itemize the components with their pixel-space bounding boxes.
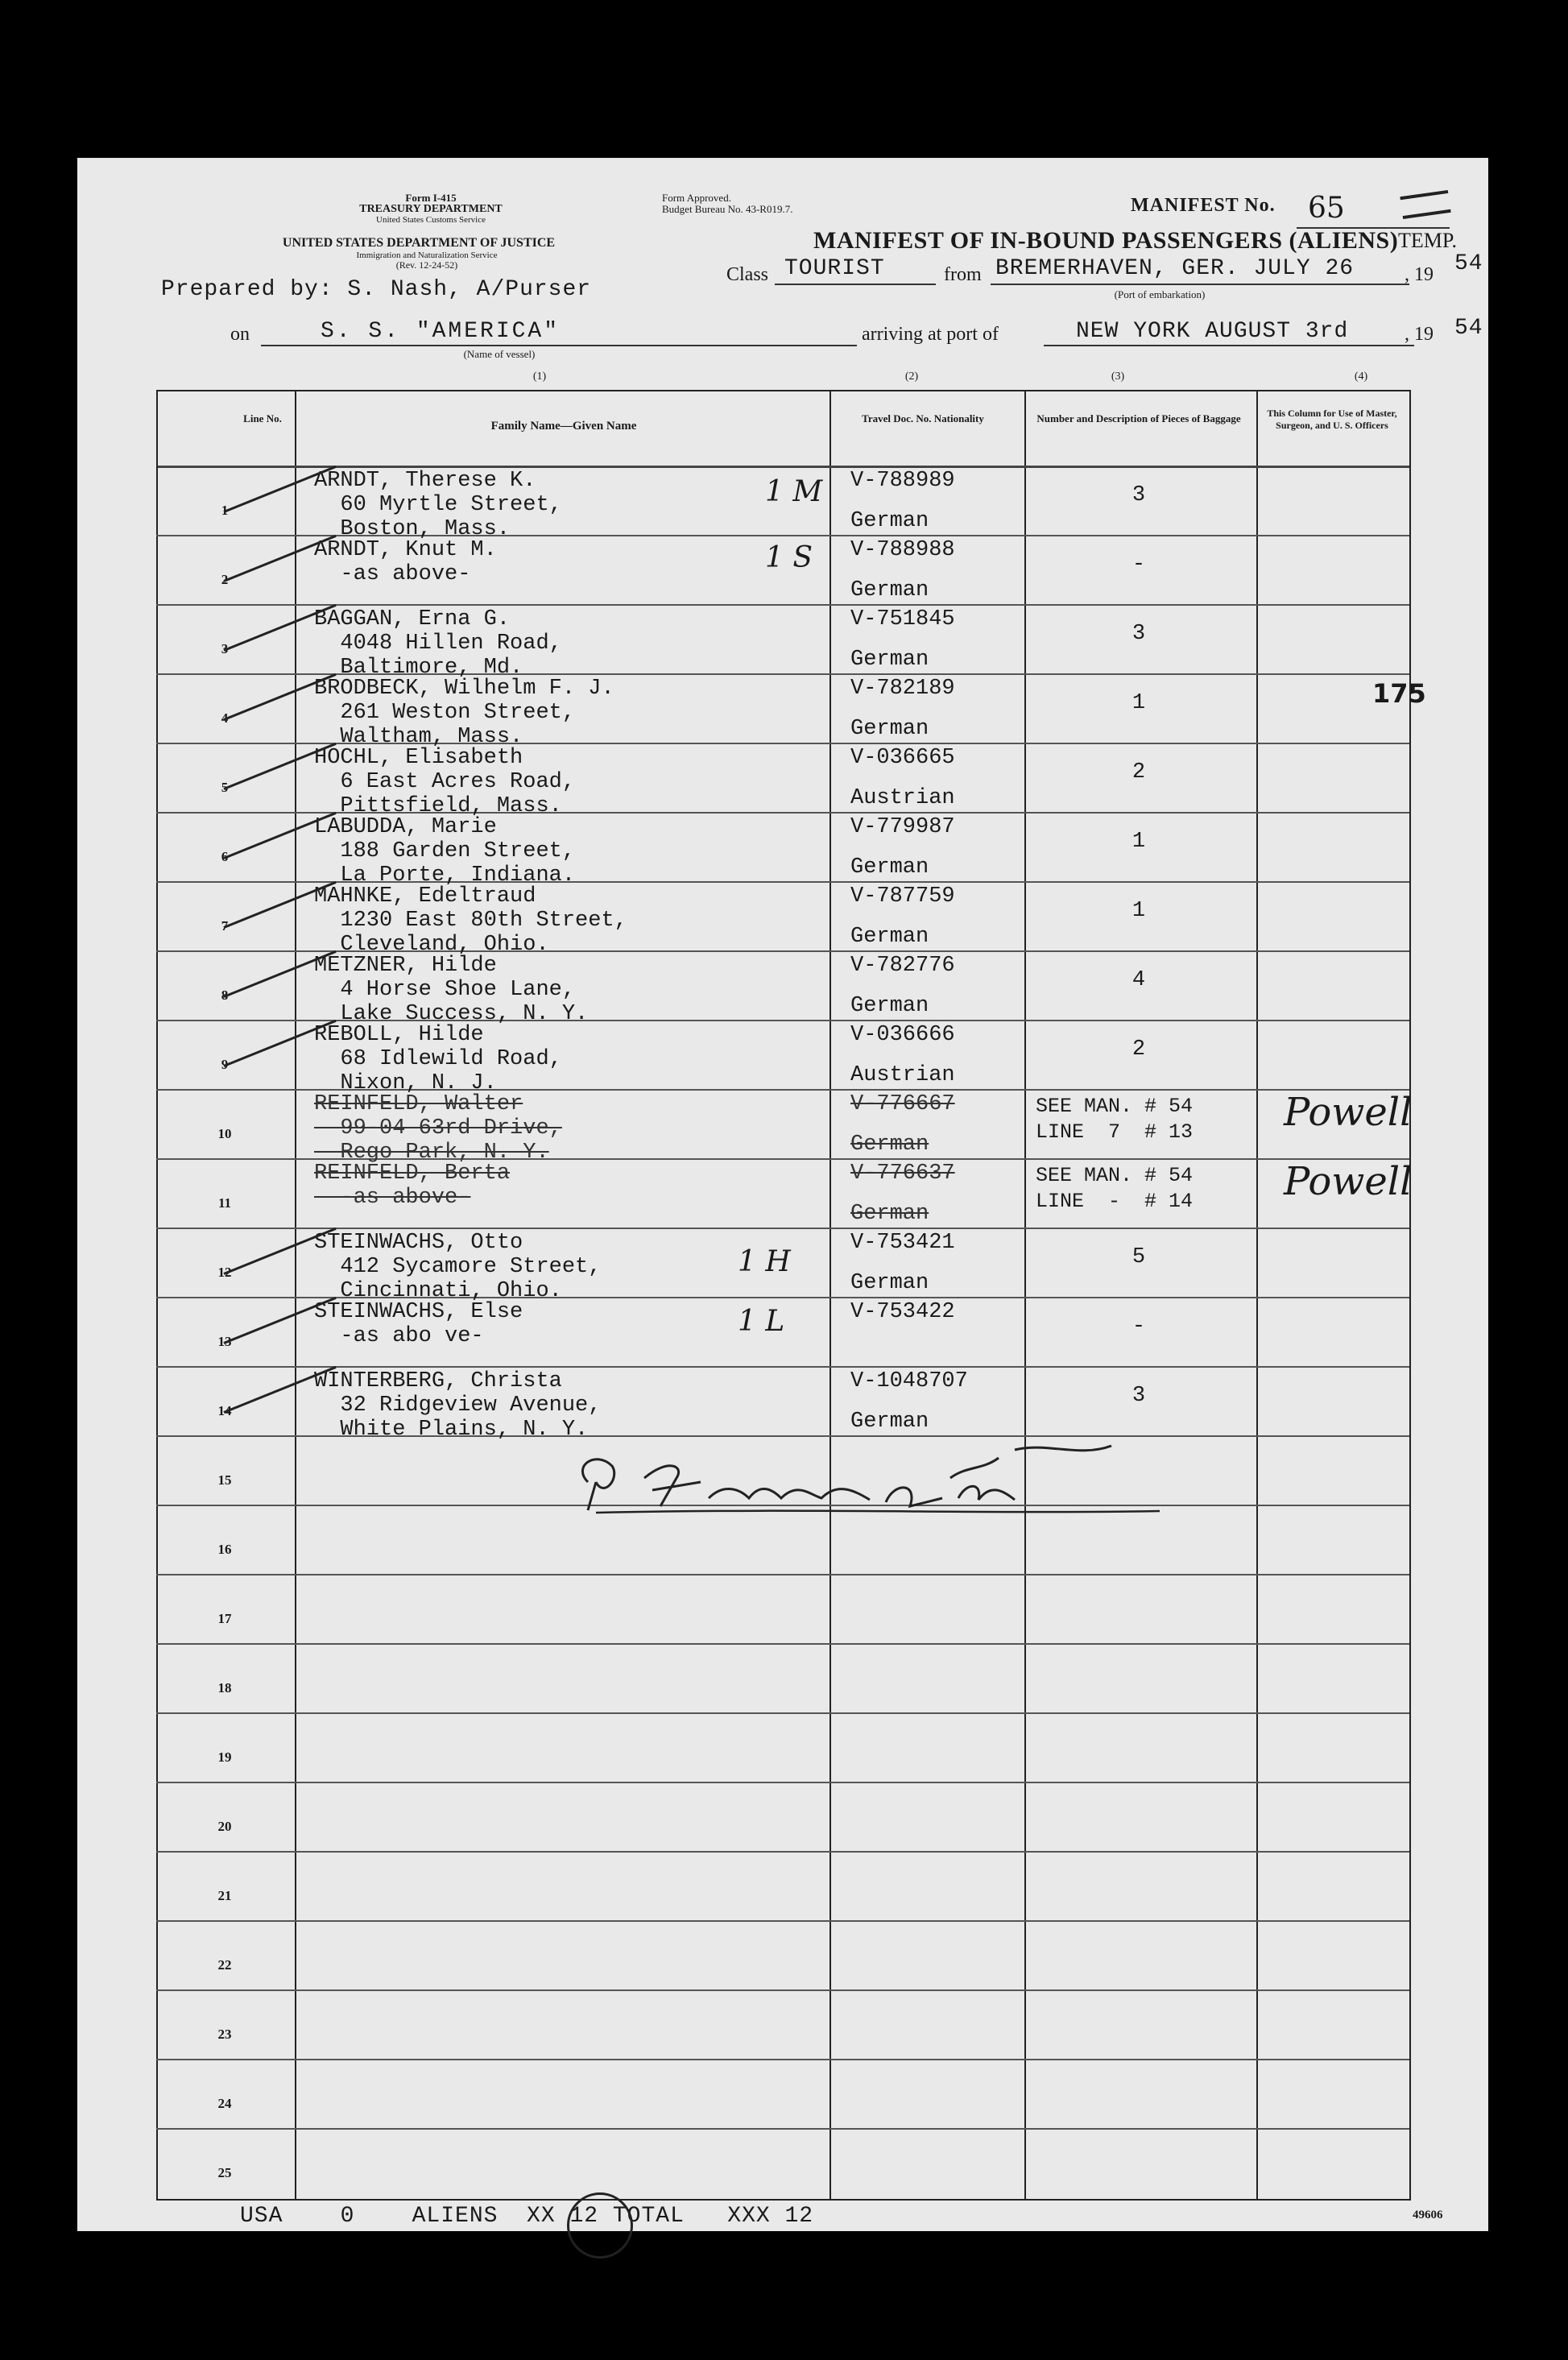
- customs-label: United States Customs Service: [376, 215, 486, 225]
- officer-note: Powell: [1284, 1159, 1413, 1204]
- row-divider: [156, 1643, 1409, 1645]
- justice-label: UNITED STATES DEPARTMENT OF JUSTICE: [282, 236, 556, 250]
- nationality: German: [850, 648, 929, 672]
- header-travel-doc: Travel Doc. No. Nationality: [862, 412, 984, 424]
- line-number: 25: [217, 2165, 232, 2180]
- row-divider: [156, 1228, 1409, 1229]
- on-label: on: [230, 324, 250, 345]
- header-divider: [158, 466, 1409, 468]
- line-number: 8: [221, 987, 229, 1003]
- line-number: 22: [217, 1957, 232, 1973]
- budget-bureau: Budget Bureau No. 43-R019.7.: [662, 203, 793, 215]
- line-number: 3: [221, 641, 229, 656]
- year-prefix-1: , 19: [1405, 264, 1434, 285]
- baggage-count: 3: [1132, 1384, 1146, 1408]
- travel-doc-number: V-788989: [850, 469, 955, 493]
- baggage-count: 1: [1132, 691, 1146, 715]
- row-divider: [156, 2128, 1409, 2130]
- officer-note: Powell: [1284, 1090, 1413, 1135]
- baggage-count: 1: [1132, 899, 1146, 923]
- nationality: German: [850, 1271, 929, 1295]
- travel-doc-number: V-776637: [850, 1161, 955, 1186]
- line-number: 19: [217, 1749, 232, 1765]
- line-number: 6: [221, 849, 229, 864]
- prepared-by: Prepared by: S. Nash, A/Purser: [161, 277, 592, 302]
- nationality: German: [850, 1132, 929, 1157]
- header-baggage: Number and Description of Pieces of Baggage: [1036, 412, 1241, 424]
- line-number: 24: [217, 2096, 232, 2111]
- line-number: 17: [217, 1611, 232, 1626]
- travel-doc-number: V-1048707: [850, 1369, 968, 1393]
- passenger-name: REBOLL, Hilde 68 Idlewild Road, Nixon, N. J.: [314, 1023, 562, 1095]
- nationality: German: [850, 509, 929, 533]
- manifest-no-label: MANIFEST No.: [1131, 195, 1276, 216]
- from-rule: [991, 284, 1409, 285]
- handwritten-mark-1l: 1 L: [738, 1305, 785, 1338]
- passenger-name: ARNDT, Therese K. 60 Myrtle Street, Boston, Mass.: [314, 469, 562, 541]
- passenger-name: REINFELD, Walter 99-04 63rd Drive, Rego Park, N. Y.: [314, 1092, 562, 1165]
- arriving-label: arriving at port of: [862, 324, 999, 345]
- baggage-count: 3: [1132, 622, 1146, 646]
- baggage-count: 4: [1132, 968, 1146, 992]
- line-number: 14: [217, 1403, 232, 1418]
- row-divider: [156, 1920, 1409, 1922]
- col-number-3: (3): [1111, 371, 1125, 383]
- nationality: Austrian: [850, 786, 955, 810]
- passenger-name: METZNER, Hilde 4 Horse Shoe Lane, Lake Success, N. Y.: [314, 954, 589, 1026]
- baggage-count: 1: [1132, 830, 1146, 854]
- row-divider: [156, 1574, 1409, 1575]
- travel-doc-number: V-036666: [850, 1023, 955, 1047]
- port-embark-caption: (Port of embarkation): [1114, 288, 1206, 300]
- header-name: Family Name—Given Name: [490, 420, 637, 433]
- passenger-name: HOCHL, Elisabeth 6 East Acres Road, Pittsfield, Mass.: [314, 746, 576, 818]
- year-value-2: 54: [1454, 316, 1483, 341]
- row-divider: [156, 2059, 1409, 2060]
- baggage-count: 2: [1132, 1037, 1146, 1062]
- baggage-count: SEE MAN. # 54 LINE - # 14: [1036, 1164, 1194, 1213]
- temp-label: TEMP.: [1398, 229, 1457, 252]
- travel-doc-number: V-776667: [850, 1092, 955, 1116]
- class-rule: [775, 284, 936, 285]
- line-number: 9: [221, 1057, 229, 1072]
- baggage-count: 3: [1132, 483, 1146, 507]
- treasury-label: TREASURY DEPARTMENT: [359, 203, 503, 215]
- vessel-value: S. S. "AMERICA": [321, 319, 561, 344]
- baggage-count: -: [1132, 553, 1146, 577]
- line-number: 16: [217, 1542, 232, 1557]
- travel-doc-number: V-782776: [850, 954, 955, 978]
- totals-circle: [567, 2192, 633, 2259]
- form-approved: Form Approved.: [662, 192, 731, 204]
- travel-doc-number: V-788988: [850, 538, 955, 562]
- header-officers: This Column for Use of Master, Surgeon, and U. S. Officers: [1267, 408, 1397, 431]
- line-number: 12: [217, 1265, 232, 1280]
- from-label: from: [944, 264, 982, 285]
- line-number: 2: [221, 572, 229, 587]
- row-divider: [156, 604, 1409, 606]
- nationality: German: [850, 717, 929, 741]
- passenger-name: LABUDDA, Marie 188 Garden Street, La Porte, Indiana.: [314, 815, 576, 888]
- vessel-caption: (Name of vessel): [463, 348, 536, 360]
- manifest-no-value: 65: [1308, 192, 1345, 225]
- manifest-title: MANIFEST OF IN-BOUND PASSENGERS (ALIENS): [813, 227, 1399, 254]
- purser-signature: [564, 1434, 1176, 1522]
- from-value: BREMERHAVEN, GER. JULY 26: [995, 256, 1355, 281]
- ins-label: Immigration and Naturalization Service: [356, 250, 498, 260]
- footer-totals: USA 0 ALIENS XX 12 TOTAL XXX 12: [240, 2204, 814, 2229]
- nationality: German: [850, 855, 929, 880]
- nationality: German: [850, 1202, 929, 1226]
- line-number: 21: [217, 1888, 232, 1903]
- travel-doc-number: V-782189: [850, 677, 955, 701]
- passenger-name: BAGGAN, Erna G. 4048 Hillen Road, Baltimore, Md.: [314, 607, 562, 680]
- header-line-no: Line No.: [243, 412, 282, 424]
- col-number-2: (2): [904, 371, 919, 383]
- line-number: 15: [217, 1472, 232, 1488]
- passenger-name: BRODBECK, Wilhelm F. J. 261 Weston Street, Waltham, Mass.: [314, 677, 614, 749]
- line-number: 18: [217, 1680, 232, 1695]
- baggage-count: SEE MAN. # 54 LINE 7 # 13: [1036, 1095, 1194, 1144]
- col-divider: [295, 391, 296, 2199]
- year-value-1: 54: [1454, 251, 1483, 276]
- rev-label: (Rev. 12-24-52): [395, 259, 458, 271]
- row-divider: [156, 1851, 1409, 1853]
- line-number: 5: [221, 780, 229, 795]
- class-label: Class: [726, 264, 769, 285]
- col-number-4: (4): [1354, 371, 1368, 383]
- line-number: 23: [217, 2027, 232, 2042]
- nationality: German: [850, 1410, 929, 1434]
- nationality: German: [850, 925, 929, 949]
- travel-doc-number: V-753421: [850, 1231, 955, 1255]
- passenger-name: STEINWACHS, Else -as abo ve-: [314, 1300, 523, 1348]
- travel-doc-number: V-753422: [850, 1300, 955, 1324]
- baggage-count: -: [1132, 1315, 1146, 1339]
- travel-doc-number: V-779987: [850, 815, 955, 839]
- travel-doc-number: V-751845: [850, 607, 955, 631]
- arriving-value: NEW YORK AUGUST 3rd: [1076, 319, 1349, 344]
- col-divider: [1024, 391, 1026, 2199]
- handwritten-mark-1h: 1 H: [738, 1245, 791, 1278]
- nationality: German: [850, 994, 929, 1018]
- class-value: TOURIST: [784, 256, 885, 281]
- passenger-name: STEINWACHS, Otto 412 Sycamore Street, Cincinnati, Ohio.: [314, 1231, 602, 1303]
- baggage-count: 5: [1132, 1245, 1146, 1269]
- line-number: 1: [221, 503, 229, 518]
- line-number: 13: [217, 1334, 232, 1349]
- col-divider: [1256, 391, 1258, 2199]
- travel-doc-number: V-787759: [850, 884, 955, 909]
- row-divider: [156, 1782, 1409, 1783]
- handwritten-mark-1m: 1 M: [765, 475, 823, 508]
- col-number-1: (1): [532, 371, 547, 383]
- line-number: 7: [221, 918, 229, 934]
- row-divider: [156, 1989, 1409, 1991]
- passenger-name: MAHNKE, Edeltraud 1230 East 80th Street, Cleveland, Ohio.: [314, 884, 627, 957]
- nationality: German: [850, 578, 929, 602]
- line-number: 4: [221, 710, 229, 726]
- officer-note: 175: [1372, 678, 1426, 709]
- row-divider: [156, 1366, 1409, 1368]
- col-divider: [830, 391, 831, 2199]
- form-code: 49606: [1413, 2209, 1443, 2221]
- year-prefix-2: , 19: [1405, 324, 1434, 345]
- line-number: 20: [217, 1819, 232, 1834]
- travel-doc-number: V-036665: [850, 746, 955, 770]
- passenger-name: REINFELD, Berta -as above-: [314, 1161, 511, 1210]
- line-number: 11: [217, 1195, 232, 1211]
- passenger-name: WINTERBERG, Christa 32 Ridgeview Avenue, White Plains, N. Y.: [314, 1369, 602, 1442]
- vessel-rule: [261, 345, 857, 346]
- baggage-count: 2: [1132, 760, 1146, 785]
- line-number: 10: [217, 1126, 232, 1141]
- handwritten-mark-1s: 1 S: [765, 541, 813, 574]
- arriving-rule: [1044, 345, 1414, 346]
- row-divider: [156, 1712, 1409, 1714]
- passenger-name: ARNDT, Knut M. -as above-: [314, 538, 497, 586]
- form-number: Form I-415: [405, 192, 457, 204]
- nationality: Austrian: [850, 1063, 955, 1087]
